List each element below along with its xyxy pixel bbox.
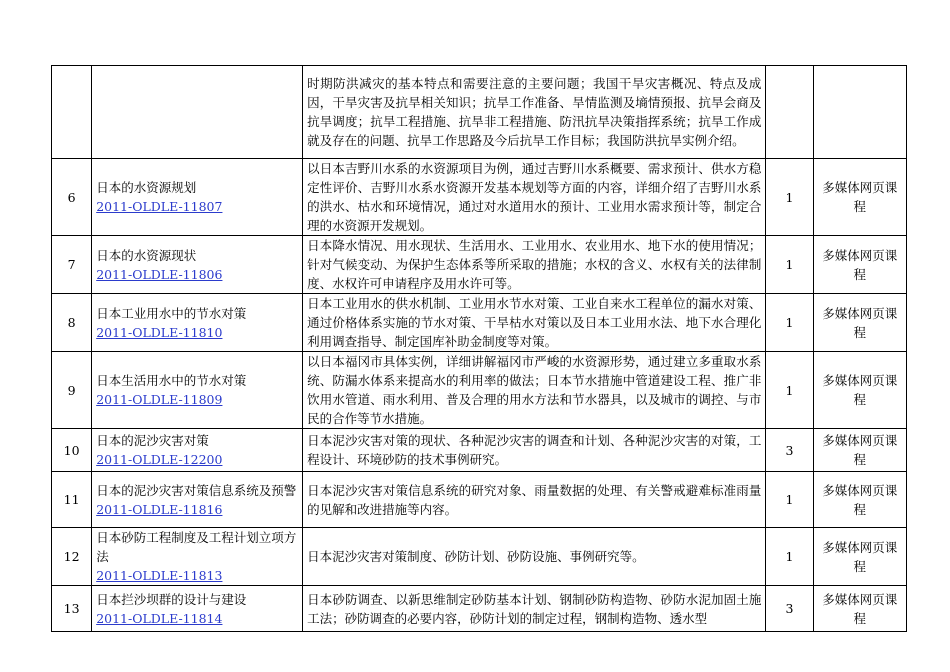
- course-type: 多媒体网页课程: [813, 159, 906, 236]
- table-row: [52, 236, 907, 294]
- course-code-link[interactable]: 2011-OLDLE-11807: [96, 199, 223, 214]
- course-code-link[interactable]: 2011-OLDLE-11810: [96, 324, 223, 340]
- course-title-cell: [92, 352, 303, 429]
- course-description: 以日本吉野川水系的水资源项目为例，通过吉野川水系概要、需求预计、供水方稳定性评价、吉野川水系水资源开发基本规划等方面的内容，详细介绍了吉野川水系的洪水、枯水和环境情况，通过对水道用水的预计、工业用水需求预计等，制定合理的水资源开发规划。: [303, 159, 766, 236]
- table-row: [52, 159, 907, 236]
- course-description: 日本工业用水的供水机制、工业用水节水对策、工业自来水工程单位的漏水对策、通过价格体系实施的节水对策、干旱枯水对策以及日本工业用水法、地下水合理化利用调查指导、制定国库补助金制度等对策。: [303, 294, 766, 352]
- course-type: 多媒体网页课程: [813, 236, 906, 294]
- course-title: 日本的泥沙灾害对策: [96, 433, 209, 448]
- table-row: [52, 352, 907, 429]
- course-description: 日本降水情况、用水现状、生活用水、工业用水、农业用水、地下水的使用情况；针对气候变动、为保护生态体系等所采取的措施；水权的含义、水权有关的法律制度、水权许可申请程序及用水许可等。: [303, 236, 766, 294]
- course-hours: 3: [766, 586, 813, 632]
- course-code-link[interactable]: 2011-OLDLE-11816: [96, 501, 223, 517]
- course-title: 日本工业用水中的节水对策: [96, 305, 247, 321]
- course-description: 以日本福冈市具体实例，详细讲解福冈市严峻的水资源形势，通过建立多重取水系统、防漏水体系来提高水的利用率的做法；日本节水措施中管道建设工程、推广非饮用水管道、雨水利用、普及合理的用水方法和节水器具，以及城市的调控、与市民的合作等节水措施。: [303, 352, 766, 429]
- course-hours: 1: [766, 472, 813, 528]
- course-type: 多媒体网页课程: [813, 294, 906, 352]
- course-hours: 1: [766, 528, 813, 586]
- course-type: 多媒体网页课程: [813, 586, 906, 632]
- table-row: [52, 472, 907, 528]
- course-title-cell: [92, 236, 303, 294]
- course-type: [813, 66, 906, 159]
- table-row: [52, 429, 907, 472]
- course-code-link[interactable]: 2011-OLDLE-11814: [96, 610, 223, 626]
- course-hours: 1: [766, 294, 813, 352]
- course-title-cell: [92, 528, 303, 586]
- course-code-link[interactable]: 2011-OLDLE-11809: [96, 392, 223, 407]
- course-title-cell: [92, 586, 303, 632]
- course-title: 日本的水资源现状: [96, 247, 197, 263]
- course-description: 时期防洪减灾的基本特点和需要注意的主要问题；我国干旱灾害概况、特点及成因，干旱灾害及抗旱相关知识；抗旱工作准备、旱情监测及墒情预报、抗旱会商及抗旱调度；抗旱工程措施、抗旱非工程措施、防汛抗旱决策指挥系统；抗旱工作成就及存在的问题、抗旱工作思路及今后抗旱工作目标；我国防洪抗旱实例介绍。: [303, 66, 766, 159]
- course-description: 日本泥沙灾害对策信息系统的研究对象、雨量数据的处理、有关警戒避难标准雨量的见解和改进措施等内容。: [303, 472, 766, 528]
- row-number: 13: [52, 586, 92, 632]
- row-number: [52, 66, 92, 159]
- row-number: 12: [52, 528, 92, 586]
- course-title: 日本砂防工程制度及工程计划立项方法: [96, 530, 297, 564]
- course-code-link[interactable]: 2011-OLDLE-12200: [96, 452, 223, 467]
- row-number: 9: [52, 352, 92, 429]
- course-code-link[interactable]: 2011-OLDLE-11806: [96, 266, 223, 282]
- row-number: 8: [52, 294, 92, 352]
- table-row: [52, 586, 907, 632]
- course-description: 日本泥沙灾害对策的现状、各种泥沙灾害的调查和计划、各种泥沙灾害的对策，工程设计、环境砂防的技术事例研究。: [303, 429, 766, 472]
- course-type: 多媒体网页课程: [813, 352, 906, 429]
- course-description: 日本砂防调查、以新思维制定砂防基本计划、钢制砂防构造物、砂防水泥加固土施工法；砂防调查的必要内容，砂防计划的制定过程，钢制构造物、透水型: [303, 586, 766, 632]
- course-title-cell: [92, 429, 303, 472]
- course-title: 日本的水资源规划: [96, 180, 197, 195]
- course-hours: 1: [766, 159, 813, 236]
- row-number: 11: [52, 472, 92, 528]
- course-type: 多媒体网页课程: [813, 429, 906, 472]
- course-hours: 1: [766, 236, 813, 294]
- course-hours: 1: [766, 352, 813, 429]
- row-number: 10: [52, 429, 92, 472]
- row-number: 6: [52, 159, 92, 236]
- course-title-cell: [92, 159, 303, 236]
- course-code-link[interactable]: 2011-OLDLE-11813: [96, 568, 223, 583]
- course-table: [51, 65, 907, 632]
- course-title-cell: [92, 66, 303, 159]
- course-title: 日本拦沙坝群的设计与建设: [96, 591, 247, 607]
- course-title: 日本的泥沙灾害对策信息系统及预警: [96, 482, 297, 498]
- course-hours: [766, 66, 813, 159]
- course-hours: 3: [766, 429, 813, 472]
- course-title: 日本生活用水中的节水对策: [96, 373, 247, 388]
- table-row: [52, 294, 907, 352]
- course-type: 多媒体网页课程: [813, 472, 906, 528]
- table-row: [52, 66, 907, 159]
- row-number: 7: [52, 236, 92, 294]
- course-title-cell: [92, 294, 303, 352]
- course-type: 多媒体网页课程: [813, 528, 906, 586]
- course-title-cell: [92, 472, 303, 528]
- table-row: [52, 528, 907, 586]
- course-description: 日本泥沙灾害对策制度、砂防计划、砂防设施、事例研究等。: [303, 528, 766, 586]
